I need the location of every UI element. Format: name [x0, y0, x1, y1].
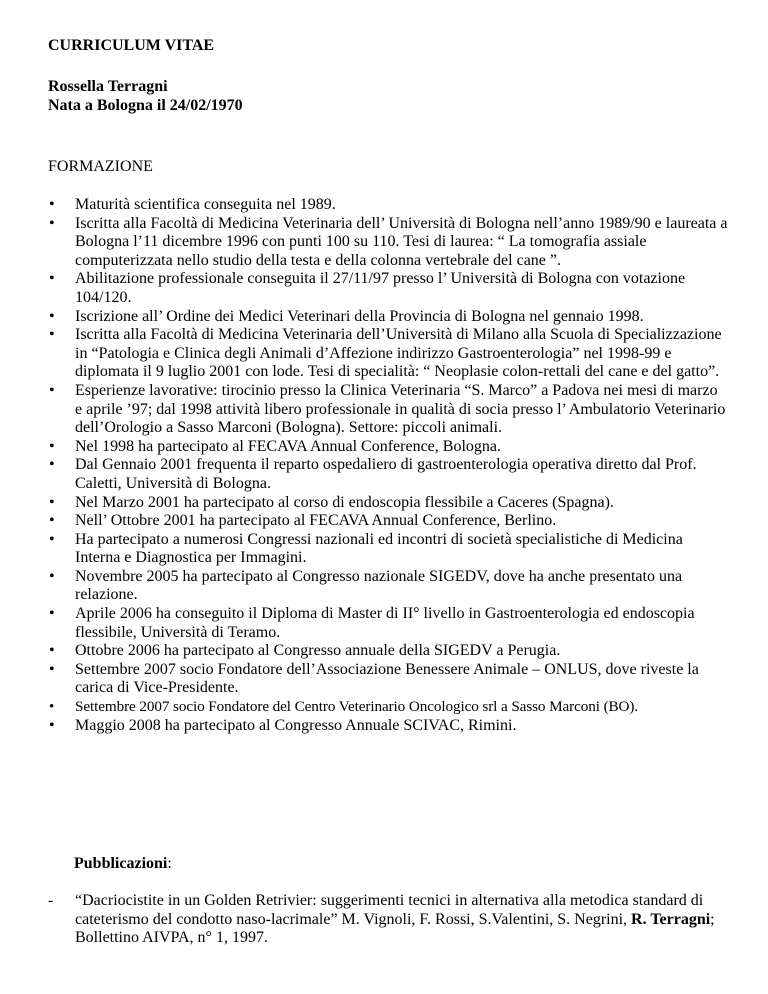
list-item: • Maggio 2008 ha partecipato al Congresso Annuale SCIVAC, Rimini.: [48, 717, 728, 736]
list-item: • Settembre 2007 socio Fondatore dell’Associazione Benessere Animale – ONLUS, dove riveste la carica di Vice-Presidente.: [48, 661, 728, 698]
publication-author-highlight: R. Terragni: [631, 910, 711, 928]
list-item: • Ottobre 2006 ha partecipato al Congresso annuale della SIGEDV a Perugia.: [48, 642, 728, 661]
list-item: • Dal Gennaio 2001 frequenta il reparto ospedaliero di gastroenterologia operativa diretto dal Prof. Caletti, Università di Bologna.: [48, 456, 728, 493]
person-name: Rossella Terragni: [48, 78, 168, 95]
list-item: • Nel 1998 ha partecipato al FECAVA Annual Conference, Bologna.: [48, 438, 728, 457]
formazione-list: [48, 196, 728, 735]
list-item: • Ha partecipato a numerosi Congressi nazionali ed incontri di società specialistiche di Medicina Interna e Diagnostica per Immagini.: [48, 531, 728, 568]
list-item: • Iscritta alla Facoltà di Medicina Veterinaria dell’Università di Milano alla Scuola di Specializzazione in “Patologia e Clinica degli Animali d’Affezione indirizzo Gastroenterologia” nel 1998-99 e diplomata il 9 luglio 2001 con lode. Tesi di specialità: “ Neoplasie colon-rettali del cane e del gatto”.: [48, 326, 728, 382]
publication-citation-start: “Dacriocistite in un Golden Retrivier: suggerimenti tecnici in alternativa alla metodica standard di cateterismo del condotto naso-lacrimale” M. Vignoli, F. Rossi, S.Valentini, S. Negrini,: [75, 892, 704, 928]
list-item: • Esperienze lavorative: tirocinio presso la Clinica Veterinaria “S. Marco” a Padova nei mesi di marzo e aprile ’97; dal 1998 attività libero professionale in qualità di socia presso l’ Ambulatorio Veterinario dell’Orologio a Sasso Marconi (Bologna). Settore: piccoli animali.: [48, 382, 728, 438]
list-item: • Iscrizione all’ Ordine dei Medici Veterinari della Provincia di Bologna nel gennaio 1998.: [48, 308, 728, 327]
publications-heading-colon: :: [167, 855, 172, 872]
list-item: • Nell’ Ottobre 2001 ha partecipato al FECAVA Annual Conference, Berlino.: [48, 512, 728, 531]
publication-citation-end: ; Bollettino AIVPA, n° 1, 1997.: [75, 910, 715, 947]
list-item: • Settembre 2007 socio Fondatore del Centro Veterinario Oncologico srl a Sasso Marconi (BO).: [48, 698, 728, 717]
publications-heading-label: Pubblicazioni: [74, 855, 168, 872]
list-item: • Nel Marzo 2001 ha partecipato al corso di endoscopia flessibile a Caceres (Spagna).: [48, 494, 728, 513]
list-item: • Abilitazione professionale conseguita il 27/11/97 presso l’ Università di Bologna con votazione 104/120.: [48, 270, 728, 307]
publication-text: [75, 892, 728, 948]
publications-heading: [74, 855, 172, 874]
list-item: • Aprile 2006 ha conseguito il Diploma di Master di II° livello in Gastroenterologia ed endoscopia flessibile, Università di Teramo.: [48, 605, 728, 642]
list-item: • Iscritta alla Facoltà di Medicina Veterinaria dell’ Università di Bologna nell’anno 1989/90 e laureata a Bologna l’11 dicembre 1996 con punti 100 su 110. Tesi di laurea: “ La tomografia assiale computerizzata nello studio della testa e della colonna vertebrale del cane ”.: [48, 215, 728, 271]
list-item: • Maturità scientifica conseguita nel 1989.: [48, 196, 728, 215]
publication-marker: -: [48, 892, 54, 909]
birth-info: Nata a Bologna il 24/02/1970: [48, 97, 243, 114]
list-item: • Novembre 2005 ha partecipato al Congresso nazionale SIGEDV, dove ha anche presentato una relazione.: [48, 568, 728, 605]
publication-entry: [48, 892, 728, 948]
document-title: CURRICULUM VITAE: [48, 37, 215, 54]
section-title-formazione: FORMAZIONE: [48, 158, 153, 175]
